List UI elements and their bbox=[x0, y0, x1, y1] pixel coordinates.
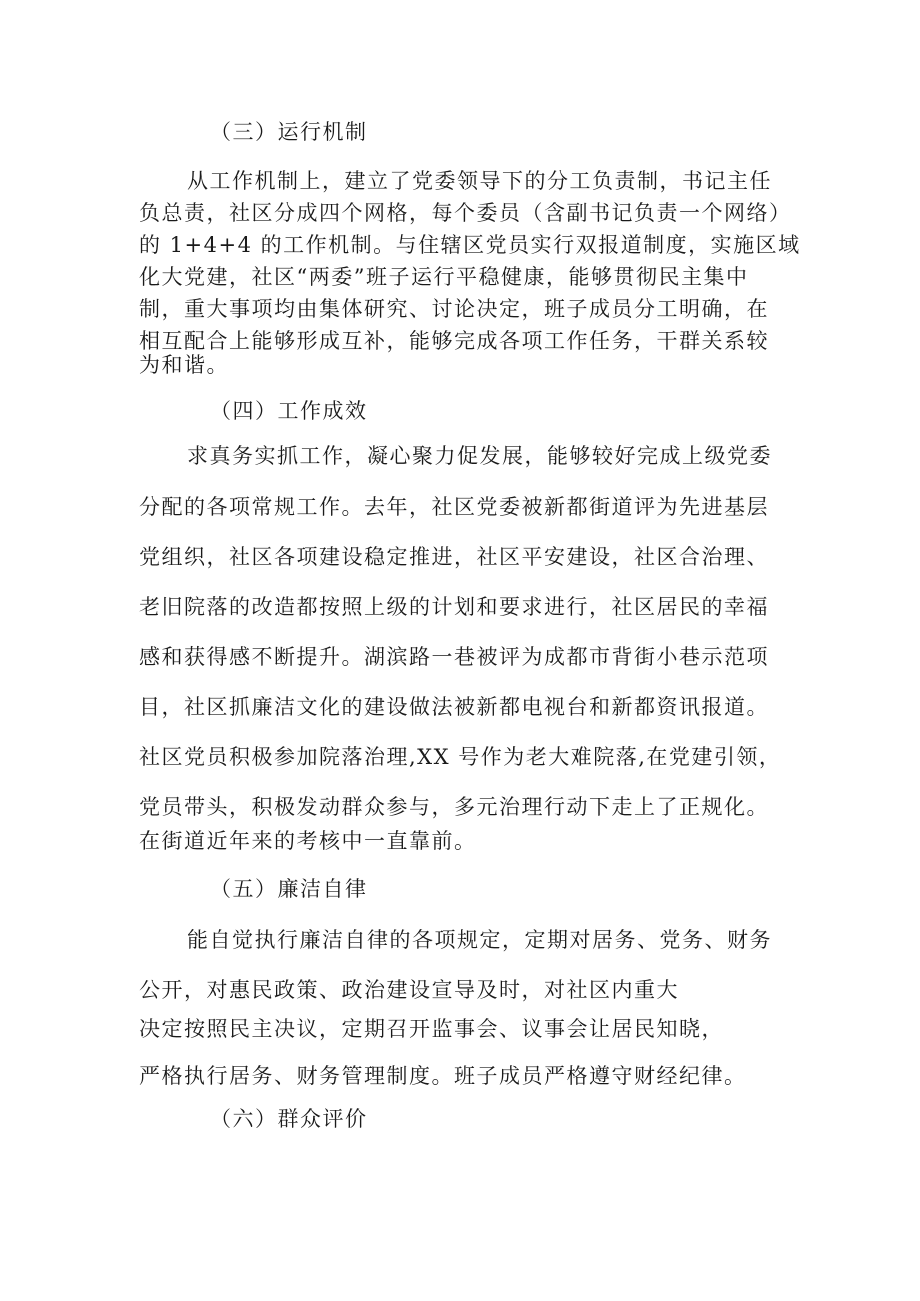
paragraph-line: 老旧院落的改造都按照上级的计划和要求进行，社区居民的幸福 bbox=[139, 595, 769, 619]
paragraph-line: 在街道近年来的考核中一直靠前。 bbox=[139, 829, 477, 853]
paragraph-line: 的 1+4+4 的工作机制。与住辖区党员实行双报道制度，实施区域 bbox=[139, 233, 801, 257]
paragraph-line: 能自觉执行廉洁自律的各项规定，定期对居务、党务、财务 bbox=[187, 928, 772, 952]
paragraph-line: 感和获得感不断提升。湖滨路一巷被评为成都市背街小巷示范项 bbox=[139, 645, 769, 669]
paragraph-line: 公开，对惠民政策、政治建设宣导及时，对社区内重大 bbox=[139, 978, 679, 1002]
paragraph-line: 分配的各项常规工作。去年，社区党委被新都街道评为先进基层 bbox=[139, 495, 769, 519]
section-heading-5: （五）廉洁自律 bbox=[210, 877, 368, 901]
paragraph-line: 从工作机制上，建立了党委领导下的分工负责制，书记主任 bbox=[187, 169, 772, 193]
paragraph-line: 化大党建，社区“两委”班子运行平稳健康，能够贯彻民主集中 bbox=[139, 265, 749, 289]
paragraph-line: 求真务实抓工作，凝心聚力促发展，能够较好完成上级党委 bbox=[187, 444, 772, 468]
section-heading-6: （六）群众评价 bbox=[210, 1107, 368, 1131]
paragraph-line: 为和谐。 bbox=[139, 353, 229, 377]
paragraph-line: 党组织，社区各项建设稳定推进，社区平安建设，社区合治理、 bbox=[139, 545, 769, 569]
paragraph-line: 制，重大事项均由集体研究、讨论决定，班子成员分工明确，在 bbox=[139, 297, 769, 321]
paragraph-line: 目，社区抓廉洁文化的建设做法被新都电视台和新都资讯报道。 bbox=[139, 695, 769, 719]
paragraph-line: 决定按照民主决议，定期召开监事会、议事会让居民知晓， bbox=[139, 1017, 724, 1041]
paragraph-line: 负总责，社区分成四个网格，每个委员（含副书记负责一个网络） bbox=[139, 201, 792, 225]
section-heading-3: （三）运行机制 bbox=[210, 120, 368, 144]
paragraph-line: 相互配合上能够形成互补，能够完成各项工作任务，干群关系较 bbox=[139, 329, 769, 353]
paragraph-line: 党员带头，积极发动群众参与，多元治理行动下走上了正规化。 bbox=[139, 795, 769, 819]
section-heading-4: （四）工作成效 bbox=[210, 399, 368, 423]
paragraph-line: 社区党员积极参加院落治理,XX 号作为老大难院落,在党建引领， bbox=[139, 745, 782, 769]
paragraph-line: 严格执行居务、财务管理制度。班子成员严格遵守财经纪律。 bbox=[139, 1064, 747, 1088]
